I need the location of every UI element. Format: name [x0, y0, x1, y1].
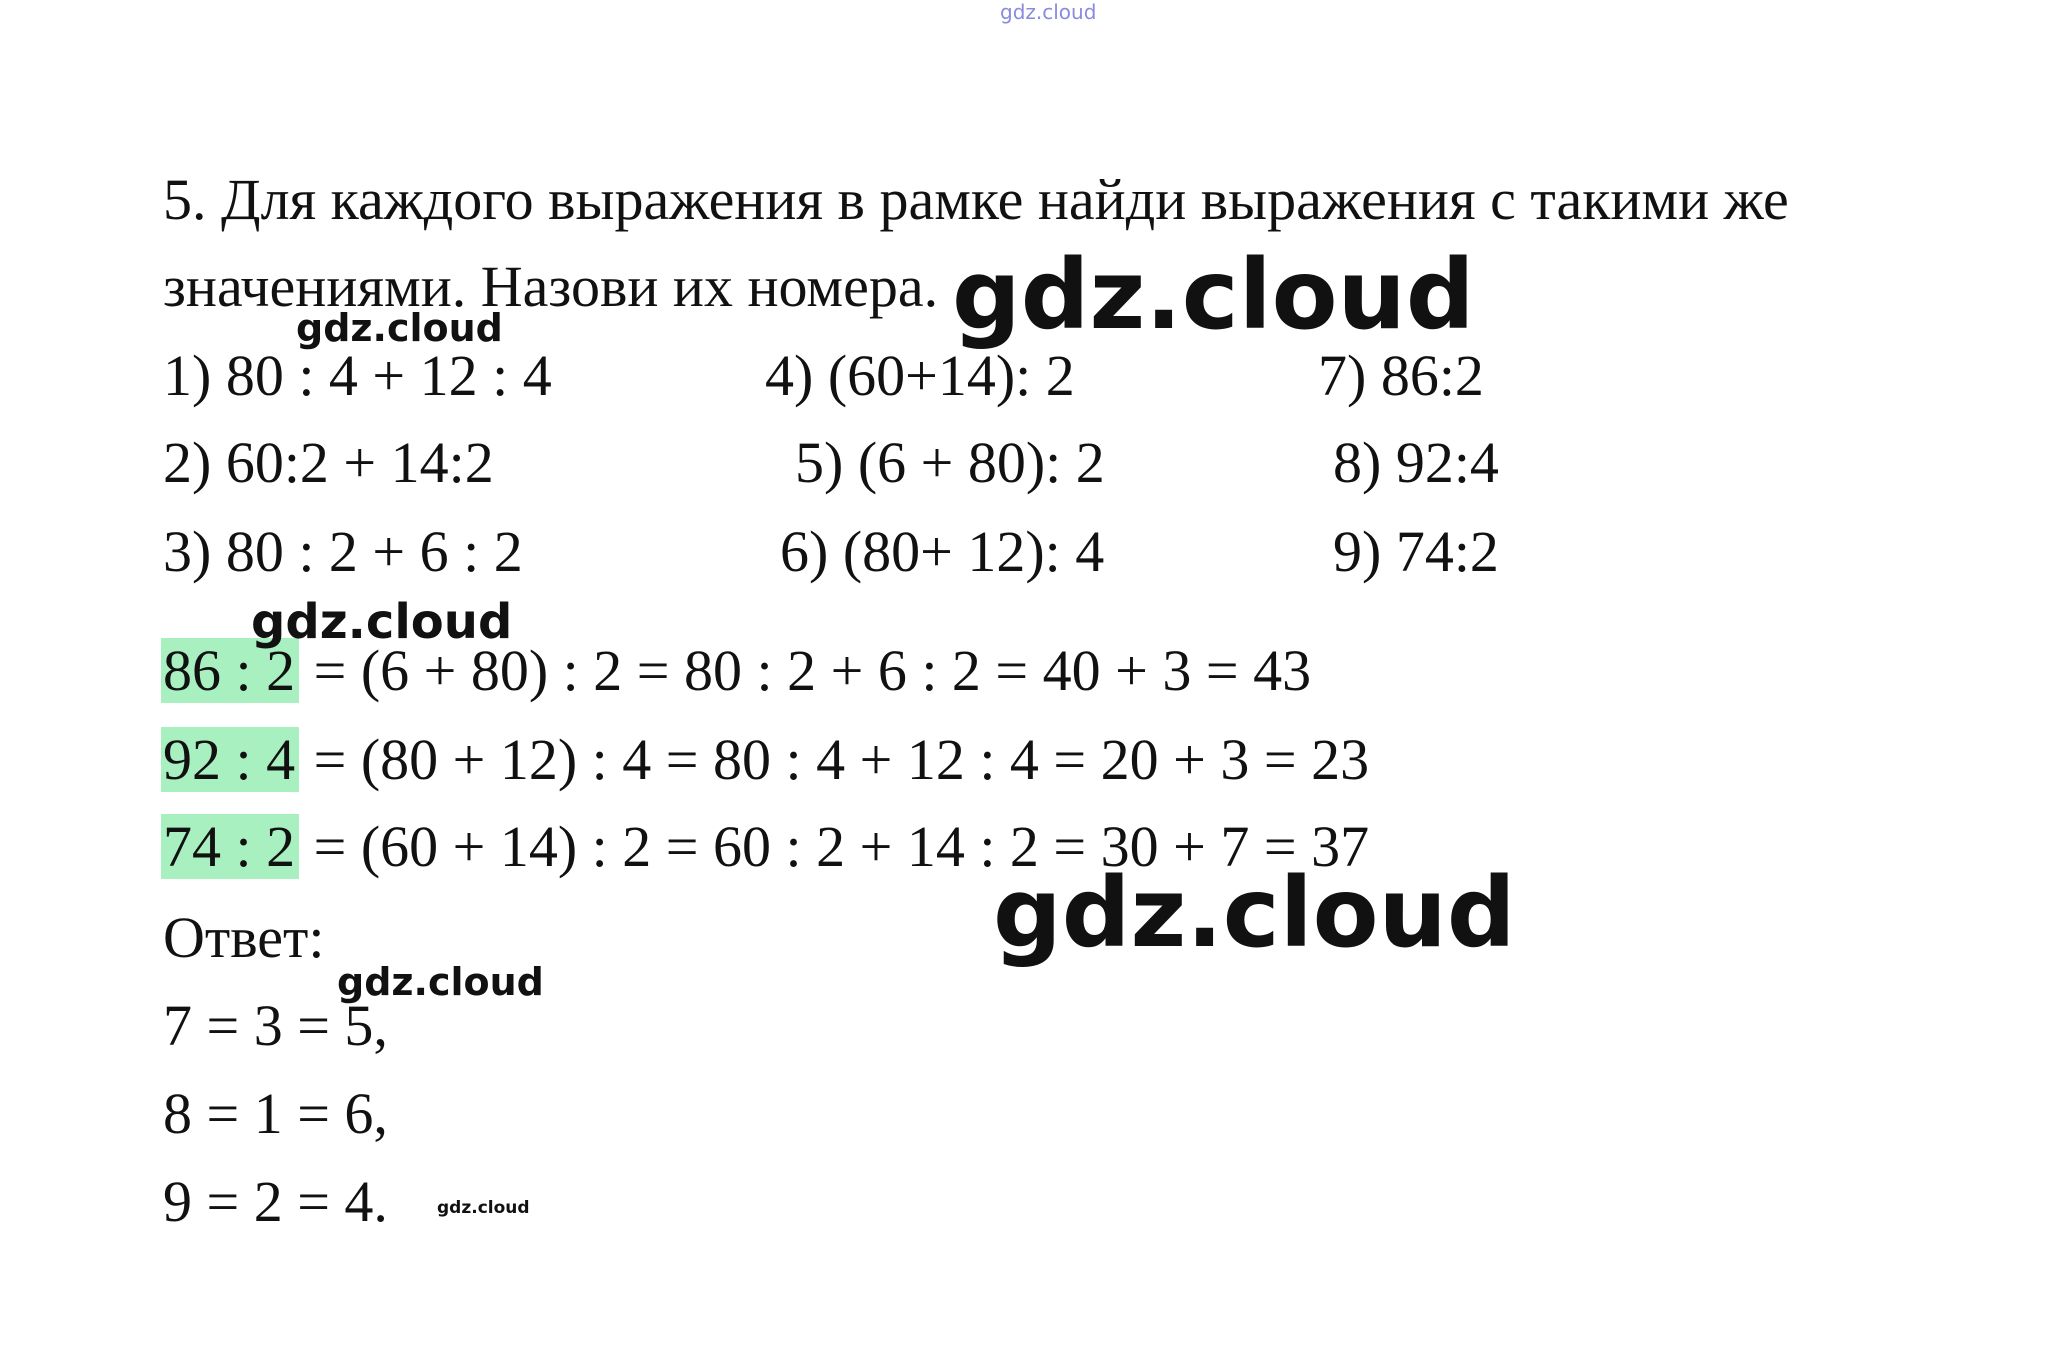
expression-5: 5) (6 + 80): 2 — [795, 430, 1105, 495]
expression-4: 4) (60+14): 2 — [765, 343, 1075, 408]
solution-line-2 — [163, 725, 1369, 795]
solution-equation: = (6 + 80) : 2 = 80 : 2 + 6 : 2 = 40 + 3 = 43 — [299, 638, 1312, 703]
solution-equation: = (60 + 14) : 2 = 60 : 2 + 14 : 2 = 30 + 7 = 37 — [299, 814, 1370, 879]
expression-6: 6) (80+ 12): 4 — [780, 519, 1105, 584]
watermark-tiny: gdz.cloud — [437, 1198, 530, 1218]
highlighted-expression: 86 : 2 — [161, 638, 299, 703]
answer-label: Ответ: — [163, 905, 325, 970]
answer-line-2: 8 = 1 = 6, — [163, 1081, 388, 1146]
highlighted-expression: 92 : 4 — [161, 727, 299, 792]
watermark-small-1: gdz.cloud — [296, 306, 503, 350]
expression-3: 3) 80 : 2 + 6 : 2 — [163, 519, 523, 584]
watermark-top: gdz.cloud — [1000, 0, 1097, 24]
watermark-small-3: gdz.cloud — [337, 960, 544, 1004]
expression-1: 1) 80 : 4 + 12 : 4 — [163, 343, 552, 408]
expression-8: 8) 92:4 — [1333, 430, 1499, 495]
highlighted-expression: 74 : 2 — [161, 814, 299, 879]
solution-equation: = (80 + 12) : 4 = 80 : 4 + 12 : 4 = 20 + 3 = 23 — [299, 727, 1370, 792]
task-line-1: 5. Для каждого выражения в рамке найди выражения с такими же — [163, 167, 1789, 232]
watermark-large-1: gdz.cloud — [952, 239, 1475, 351]
watermark-small-2: gdz.cloud — [251, 594, 513, 650]
task-line-2: значениями. Назови их номера. — [163, 254, 939, 319]
expression-2: 2) 60:2 + 14:2 — [163, 430, 494, 495]
expression-9: 9) 74:2 — [1333, 519, 1499, 584]
answer-line-3: 9 = 2 = 4. — [163, 1169, 388, 1234]
watermark-large-2: gdz.cloud — [993, 857, 1516, 969]
expression-7: 7) 86:2 — [1318, 343, 1484, 408]
answer-line-1: 7 = 3 = 5, — [163, 993, 388, 1058]
